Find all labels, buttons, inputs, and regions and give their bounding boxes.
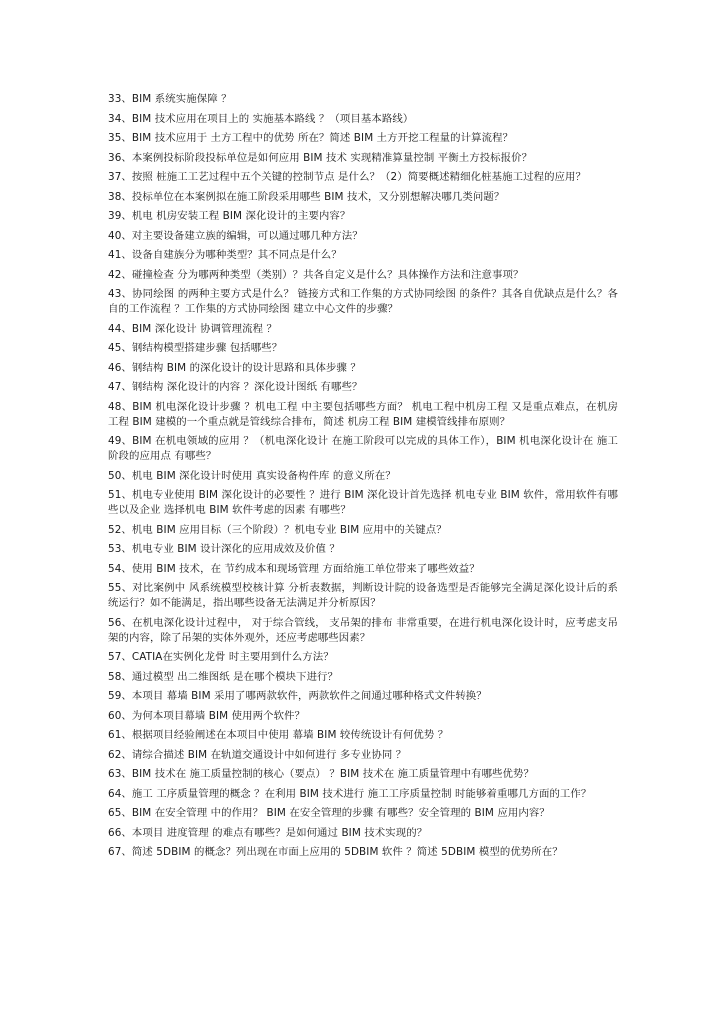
question-item: 46、钢结构 BIM 的深化设计的设计思路和具体步骤 ？	[108, 361, 361, 374]
question-item: 57、CATIA在实例化龙骨 时主要用到什么方法？	[108, 651, 334, 663]
question-item: 43、协同绘图 的两种主要方式是什么？ 链接方式和工作集的方式协同绘图 的条件？其各自优缺点是什么？各自的工作流程 ？工作集的方式协同绘图 建立中心文件的步骤？	[108, 288, 618, 315]
question-item: 37、按照 桩施工工艺过程中五个关键的控制节点 是什么？（2）简要概述精细化桩基施工过程的应用？	[108, 171, 587, 183]
question-item: 51、机电专业使用 BIM 深化设计的必要性 ？进行 BIM 深化设计首先选择 机电专业 BIM 软件，常用软件有哪些以及企业 选择机电 BIM 软件考虑的因素 有哪些？	[108, 489, 618, 516]
question-item: 66、本项目 进度管理 的难点有哪些？是如何通过 BIM 技术实现的？	[108, 826, 428, 839]
question-item: 64、施工 工序质量管理的概念 ？在利用 BIM 技术进行 施工工序质量控制 时能够着重哪几方面的工作？	[108, 787, 592, 800]
question-item: 62、请综合描述 BIM 在轨道交通设计中如何进行 多专业协同 ？	[108, 748, 407, 761]
question-item: 60、为何本项目幕墙 BIM 使用两个软件？	[108, 709, 306, 722]
question-item: 40、对主要设备建立族的编辑，可以通过哪几种方法？	[108, 229, 363, 242]
question-item: 55、对比案例中 风系统模型校核计算 分析表数据，判断设计院的设备选型是否能够完全满足深化设计后的系统运行？如不能满足，指出哪些设备无法满足并分析原因？	[108, 582, 618, 609]
question-item: 34、BIM 技术应用在项目上的 实施基本路线 ？（项目基本路线）	[108, 112, 414, 125]
question-item: 56、在机电深化设计过程中， 对于综合管线， 支吊架的排布 非常重要，在进行机电深化设计时，应考虑支吊架的内容，除了吊架的实体外观外，还应考虑哪些因素？	[108, 616, 618, 644]
question-list	[108, 92, 618, 865]
question-item: 44、BIM 深化设计 协调管理流程 ？	[108, 322, 277, 335]
question-item: 33、BIM 系统实施保障 ？	[108, 93, 232, 105]
question-item: 49、BIM 在机电领域的应用 ？（机电深化设计 在施工阶段可以完成的具体工作），BIM 机电深化设计在 施工阶段的应用点 有哪些？	[108, 435, 618, 462]
question-item: 65、BIM 在安全管理 中的作用？ BIM 在安全管理的步骤 有哪些？安全管理的 BIM 应用内容？	[108, 807, 550, 819]
question-item: 63、BIM 技术在 施工质量控制的核心（要点） ？BIM 技术在 施工质量管理中有哪些优势？	[108, 768, 535, 780]
question-item: 58、通过模型 出二维图纸 是在哪个模块下进行？	[108, 670, 339, 683]
question-item: 45、钢结构模型搭建步骤 包括哪些？	[108, 342, 283, 354]
question-item: 36、本案例投标阶段投标单位是如何应用 BIM 技术 实现精准算量控制 平衡土方投标报价？	[108, 151, 533, 164]
question-item: 52、机电 BIM 应用目标（三个阶段）？机电专业 BIM 应用中的关键点？	[108, 523, 447, 536]
question-item: 35、BIM 技术应用于 土方工程中的优势 所在？简述 BIM 土方开挖工程量的计算流程？	[108, 132, 514, 144]
question-item: 39、机电 机房安装工程 BIM 深化设计的主要内容？	[108, 210, 351, 222]
question-item: 54、使用 BIM 技术，在 节约成本和现场管理 方面给施工单位带来了哪些效益？	[108, 562, 480, 575]
question-item: 38、投标单位在本案例拟在施工阶段采用哪些 BIM 技术，又分别想解决哪几类问题？	[108, 190, 505, 203]
question-item: 59、本项目 幕墙 BIM 采用了哪两款软件，两款软件之间通过哪种格式文件转换？	[108, 690, 487, 702]
question-item: 42、碰撞检查 分为哪两种类型（类别）？共各自定义是什么？具体操作方法和注意事项？	[108, 268, 524, 281]
question-item: 48、BIM 机电深化设计步骤 ？机电工程 中主要包括哪些方面？ 机电工程中机房工程 又是重点难点，在机房工程 BIM 建模的一个重点就是管线综合排布，简述 机房工程 BIM 建模管线排布原则？	[108, 400, 618, 428]
question-item: 50、机电 BIM 深化设计时使用 真实设备构件库 的意义所在？	[108, 469, 396, 482]
question-item: 67、简述 5DBIM 的概念？列出现在市面上应用的 5DBIM 软件 ？简述 5DBIM 模型的优势所在？	[108, 846, 563, 858]
question-item: 53、机电专业 BIM 设计深化的应用成效及价值 ？	[108, 543, 340, 555]
question-item: 61、根据项目经验阐述在本项目中使用 幕墙 BIM 较传统设计有何优势 ？	[108, 729, 449, 741]
question-item: 47、钢结构 深化设计的内容 ？深化设计图纸 有哪些？	[108, 381, 363, 393]
question-item: 41、设备自建族分为哪种类型？其不同点是什么？	[108, 249, 342, 261]
